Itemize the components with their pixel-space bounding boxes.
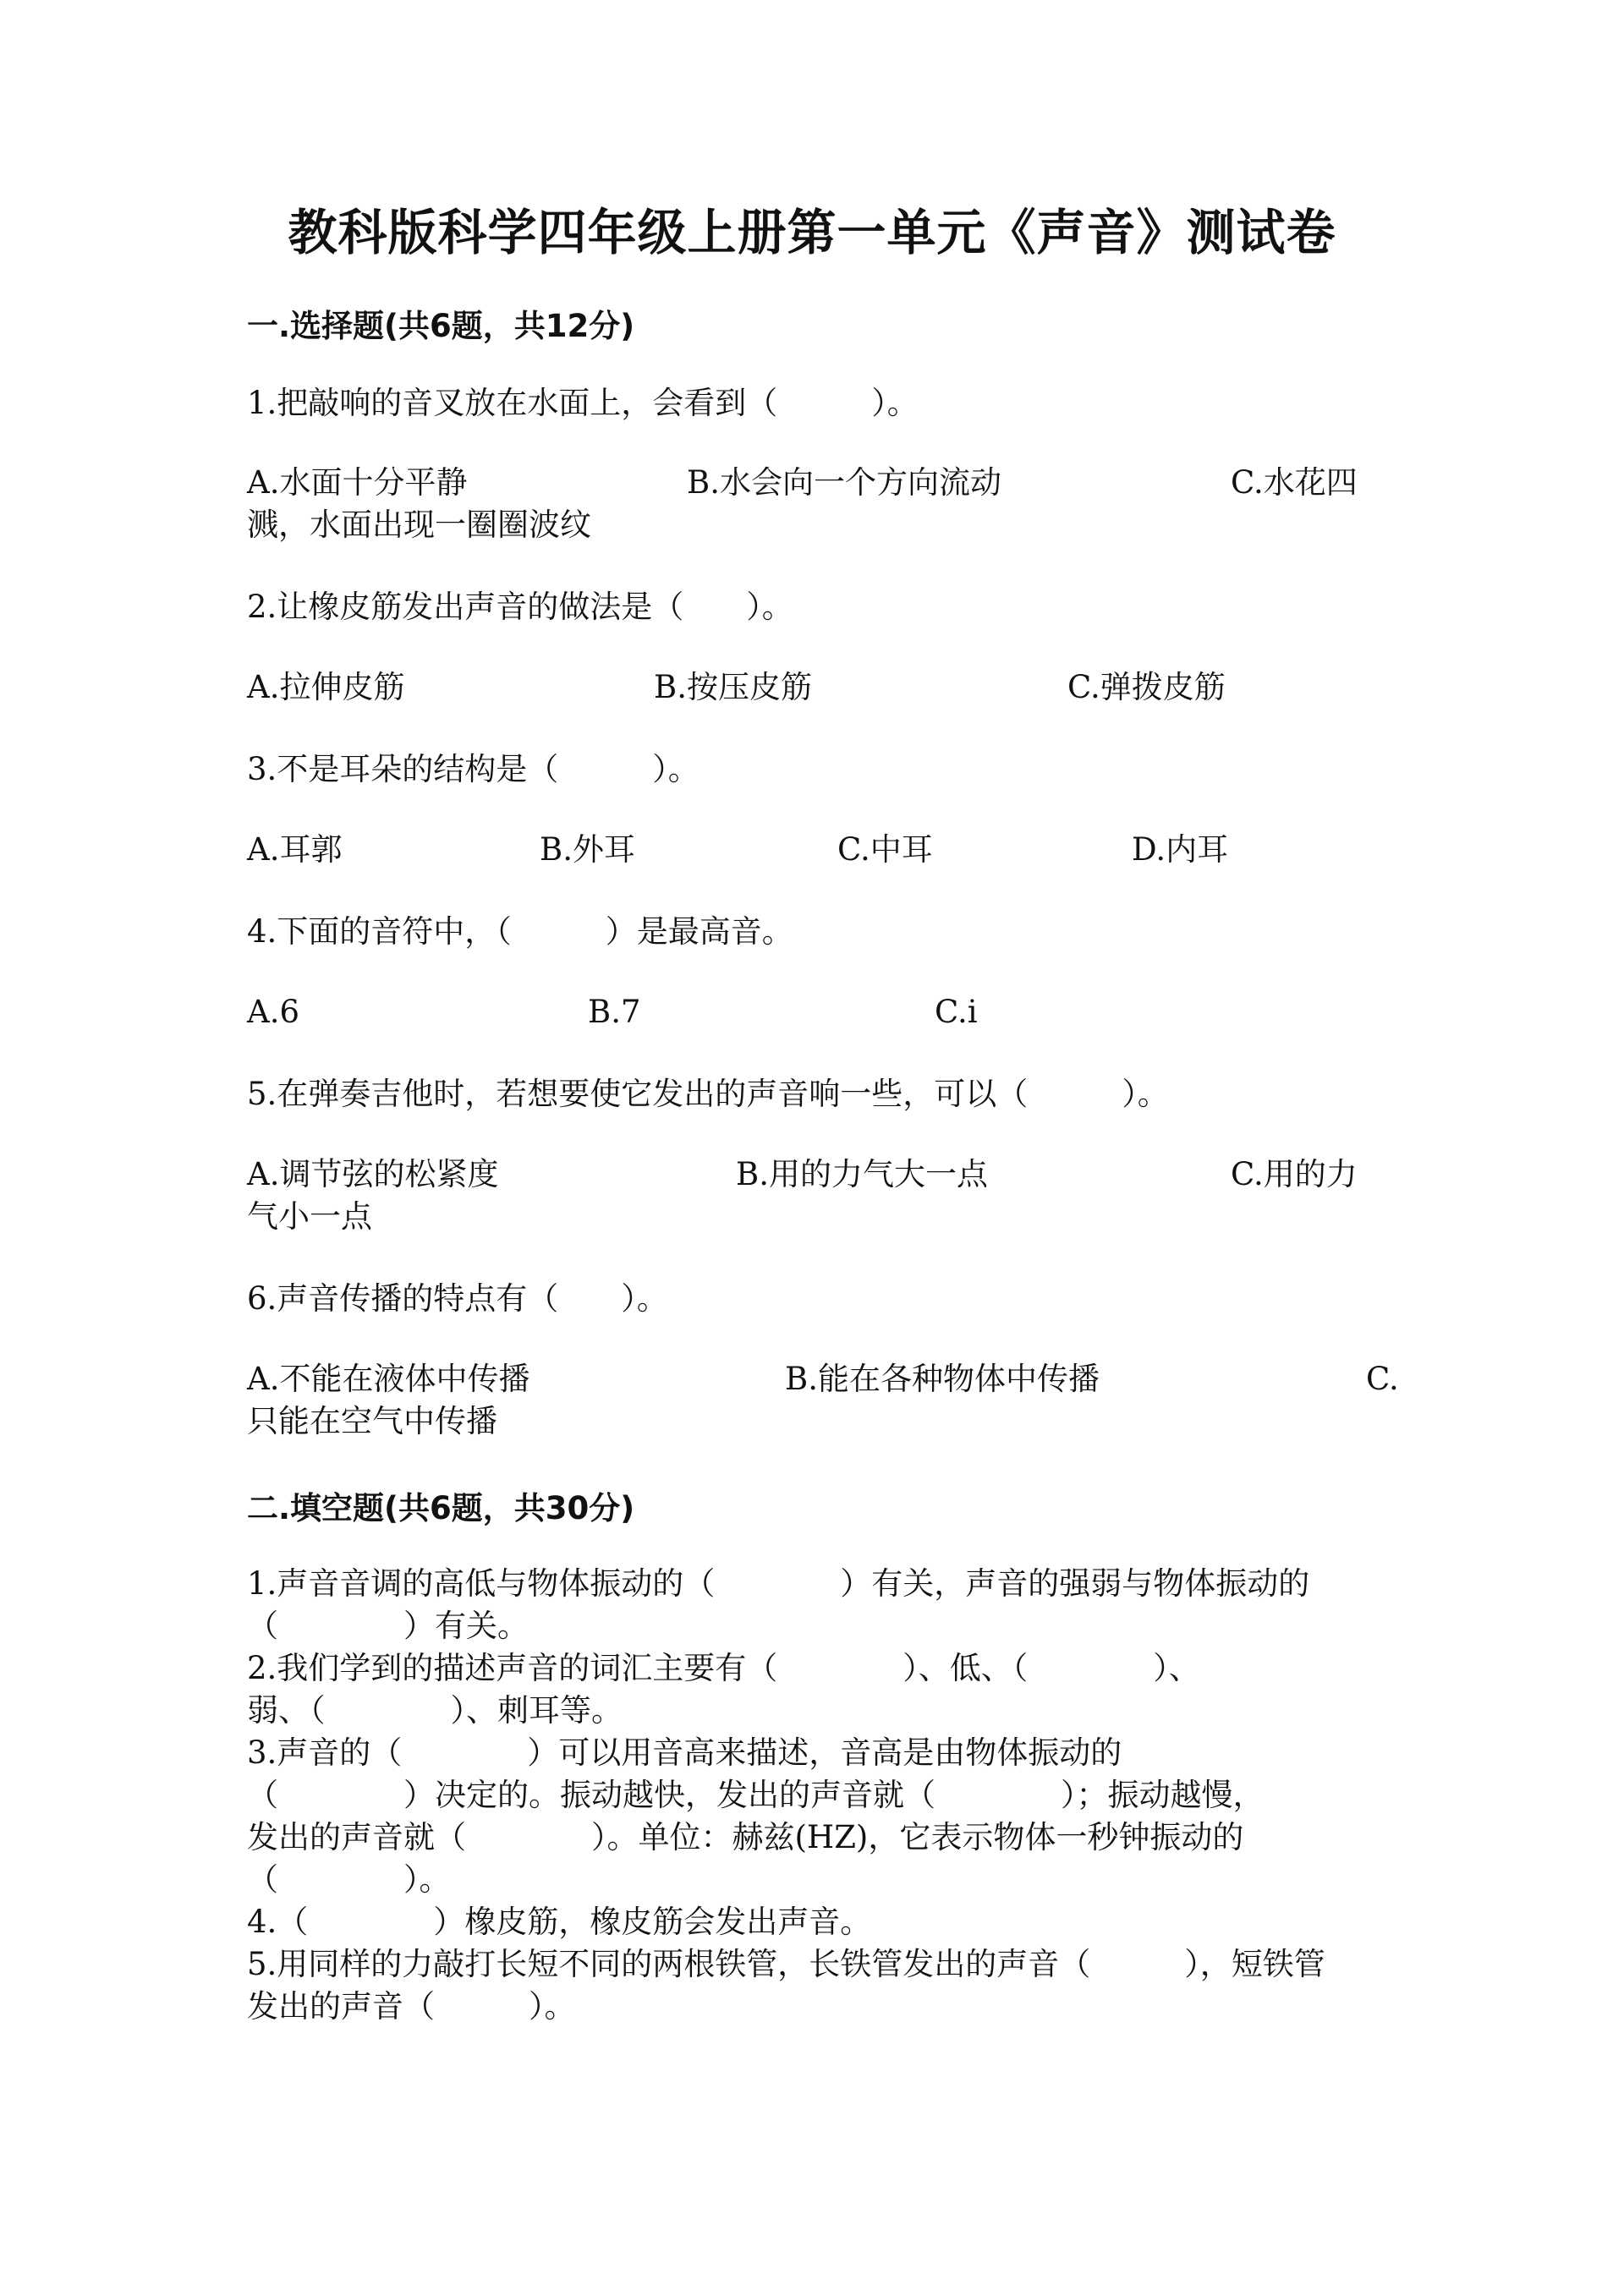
fill-line-2: （ ）有关。 [247,1608,529,1644]
question-1-option-c: C.水花四 [1231,464,1358,501]
fill-line-1: 1.声音音调的高低与物体振动的（ ）有关，声音的强弱与物体振动的 [247,1565,1310,1602]
question-1-option-a: A.水面十分平静 [247,464,468,501]
question-6-stem: 6.声音传播的特点有（ ）。 [247,1280,668,1317]
section-heading-fill-in-blank: 二.填空题(共6题，共30分) [247,1490,635,1526]
section-heading-multiple-choice: 一.选择题(共6题，共12分) [247,308,635,344]
question-5-stem: 5.在弹奏吉他时，若想要使它发出的声音响一些，可以（ ）。 [247,1076,1169,1112]
question-5-option-c-wrap: 气小一点 [247,1198,372,1235]
question-3-option-d: D.内耳 [1132,831,1229,868]
question-5-option-a: A.调节弦的松紧度 [247,1156,499,1192]
question-6-option-c: C. [1366,1361,1399,1397]
question-2-stem: 2.让橡皮筋发出声音的做法是（ ）。 [247,589,793,625]
question-2-option-b: B.按压皮筋 [654,669,812,705]
question-4-option-c: C.i [935,994,978,1030]
question-3-option-a: A.耳郭 [247,831,343,868]
fill-line-6: （ ）决定的。振动越快，发出的声音就（ ）；振动越慢， [247,1777,1265,1813]
fill-line-3: 2.我们学到的描述声音的词汇主要有（ ）、低、（ ）、 [247,1650,1200,1686]
question-1-option-b: B.水会向一个方向流动 [687,464,1001,501]
fill-line-9: 4.（ ）橡皮筋，橡皮筋会发出声音。 [247,1904,872,1940]
fill-line-8: （ ）。 [247,1861,451,1898]
question-2-option-a: A.拉伸皮筋 [247,669,405,705]
question-2-option-c: C.弹拨皮筋 [1067,669,1226,705]
question-3-stem: 3.不是耳朵的结构是（ ）。 [247,751,700,787]
question-6-option-b: B.能在各种物体中传播 [785,1361,1100,1397]
question-1-stem: 1.把敲响的音叉放在水面上，会看到（ ）。 [247,385,919,421]
question-4-stem: 4.下面的音符中，（ ）是最高音。 [247,913,793,950]
question-4-option-a: A.6 [247,994,300,1030]
question-1-option-c-wrap: 溅，水面出现一圈圈波纹 [247,507,591,543]
fill-line-11: 发出的声音（ ）。 [247,1988,576,2025]
question-5-option-c: C.用的力 [1231,1156,1358,1192]
question-6-option-a: A.不能在液体中传播 [247,1361,530,1397]
question-3-option-b: B.外耳 [540,831,635,868]
fill-line-4: 弱、（ ）、刺耳等。 [247,1692,623,1729]
fill-line-7: 发出的声音就（ ）。单位：赫兹(HZ)，它表示物体一秒钟振动的 [247,1819,1244,1855]
question-5-option-b: B.用的力气大一点 [736,1156,988,1192]
question-3-option-c: C.中耳 [837,831,933,868]
exam-title: 教科版科学四年级上册第一单元《声音》测试卷 [288,204,1336,261]
question-6-option-c-wrap: 只能在空气中传播 [247,1403,497,1439]
question-4-option-b: B.7 [588,994,641,1030]
fill-line-10: 5.用同样的力敲打长短不同的两根铁管，长铁管发出的声音（ ），短铁管 [247,1946,1325,1982]
fill-line-5: 3.声音的（ ）可以用音高来描述，音高是由物体振动的 [247,1734,1122,1771]
